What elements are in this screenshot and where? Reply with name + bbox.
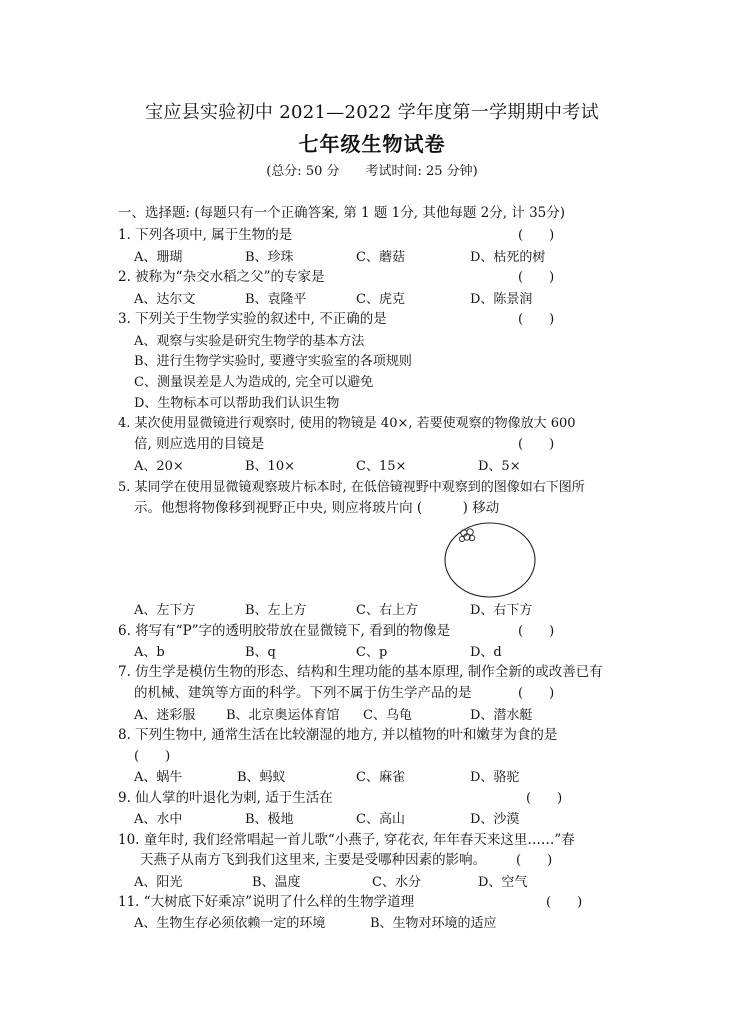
question-10-stem-line1: 10. 童年时, 我们经常唱起一首儿歌“小燕子, 穿花衣, 年年春天来这里……”春	[118, 832, 575, 848]
question-8-stem-line1: 8. 下列生物中, 通常生活在比较潮湿的地方, 并以植物的叶和嫩芽为食的是	[118, 727, 558, 743]
answer-paren-6: ( )	[518, 624, 555, 639]
q5-option-b: B、左上方	[245, 603, 307, 618]
question-4-stem-line2: 倍, 则应选用的目镜是	[134, 436, 265, 452]
q8-option-c: C、麻雀	[356, 770, 405, 785]
answer-paren-11: ( )	[546, 895, 583, 910]
section-heading: 一、选择题: (每题只有一个正确答案, 第 1 题 1分, 其他每题 2分, 计 35分)	[118, 205, 566, 221]
q7-option-b: B、北京奥运体育馆	[226, 708, 340, 723]
answer-paren-7: ( )	[518, 686, 555, 701]
q4-option-a: A、20×	[134, 459, 184, 474]
q5-option-a: A、左下方	[134, 603, 196, 618]
q11-option-b: B、生物对环境的适应	[370, 916, 497, 931]
q7-option-c: C、乌龟	[363, 708, 412, 723]
q11-option-a: A、生物生存必须依赖一定的环境	[134, 916, 326, 931]
q3-option-c: C、测量误差是人为造成的, 完全可以避免	[134, 375, 374, 390]
q6-option-c: C、p	[356, 645, 388, 660]
q2-option-a: A、达尔文	[134, 292, 196, 307]
q1-option-a: A、珊瑚	[134, 250, 183, 265]
question-10-stem-line2: 天燕子从南方飞到我们这里来, 主要是受哪种因素的影响。	[140, 852, 487, 868]
question-9-stem: 9. 仙人掌的叶退化为刺, 适于生活在	[118, 790, 333, 806]
q6-option-d: D、d	[470, 645, 502, 660]
answer-paren-1: ( )	[518, 228, 555, 243]
question-2-stem: 2. 被称为“杂交水稻之父”的专家是	[118, 269, 325, 285]
q4-option-d: D、5×	[478, 459, 521, 474]
q9-option-a: A、水中	[134, 812, 183, 827]
answer-paren-10: ( )	[516, 853, 553, 868]
q10-option-d: D、空气	[478, 875, 528, 890]
q2-option-c: C、虎克	[356, 292, 405, 307]
q4-option-c: C、15×	[356, 459, 407, 474]
cell-dot	[459, 536, 464, 541]
paper-title: 七年级生物试卷	[298, 132, 446, 156]
q9-option-d: D、沙漠	[470, 812, 520, 827]
q10-option-c: C、水分	[372, 875, 421, 890]
q3-option-d: D、生物标本可以帮助我们认识生物	[134, 396, 340, 411]
q1-option-c: C、蘑菇	[356, 250, 405, 265]
q5-option-c: C、右上方	[356, 603, 418, 618]
q2-option-b: B、袁隆平	[245, 292, 307, 307]
q6-option-b: B、q	[245, 645, 276, 660]
q1-option-b: B、珍珠	[245, 250, 294, 265]
microscope-field-svg	[442, 519, 542, 599]
q1-option-d: D、枯死的树	[470, 250, 546, 265]
answer-paren-2: ( )	[518, 270, 555, 285]
q10-option-b: B、温度	[252, 875, 301, 890]
question-3-stem: 3. 下列关于生物学实验的叙述中, 不正确的是	[118, 311, 387, 327]
q3-option-b: B、进行生物学实验时, 要遵守实验室的各项规则	[134, 354, 412, 369]
score-time-info: (总分: 50 分 考试时间: 25 分钟)	[266, 164, 478, 179]
q9-option-c: C、高山	[356, 812, 405, 827]
q5-option-d: D、右下方	[470, 603, 533, 618]
question-5-stem-line1: 5. 某同学在使用显微镜观察玻片标本时, 在低倍镜视野中观察到的图像如右下图所	[118, 480, 585, 495]
q6-option-a: A、b	[134, 645, 165, 660]
question-4-stem-line1: 4. 某次使用显微镜进行观察时, 使用的物镜是 40×, 若要使观察的物像放大 600	[118, 416, 576, 431]
question-5-stem-line2: 示。他想将物像移到视野正中央, 则应将玻片向 ( ) 移动	[134, 500, 500, 516]
question-1-stem: 1. 下列各项中, 属于生物的是	[118, 227, 293, 243]
field-of-view-circle	[445, 523, 535, 597]
q10-option-a: A、阳光	[134, 875, 183, 890]
q8-option-a: A、蜗牛	[134, 770, 183, 785]
q8-option-b: B、蚂蚁	[237, 770, 286, 785]
q4-option-b: B、10×	[245, 459, 295, 474]
question-7-stem-line2: 的机械、建筑等方面的科学。下列不属于仿生学产品的是	[134, 685, 472, 701]
microscope-field-figure	[442, 519, 542, 599]
q7-option-d: D、潜水艇	[470, 708, 533, 723]
answer-paren-3: ( )	[518, 312, 555, 327]
question-7-stem-line1: 7. 仿生学是模仿生物的形态、结构和生理功能的基本原理, 制作全新的或改善已有	[118, 664, 603, 680]
answer-paren-9: ( )	[526, 791, 563, 806]
question-6-stem: 6. 将写有“P”字的透明胶带放在显微镜下, 看到的物像是	[118, 623, 451, 639]
q7-option-a: A、迷彩服	[134, 708, 196, 723]
q9-option-b: B、极地	[245, 812, 294, 827]
exam-header-line: 宝应县实验初中 2021—2022 学年度第一学期期中考试	[145, 102, 599, 123]
q3-option-a: A、观察与实验是研究生物学的基本方法	[134, 334, 365, 349]
q2-option-d: D、陈景润	[470, 292, 533, 307]
question-8-stem-line2: ( )	[134, 749, 171, 764]
answer-paren-4: ( )	[518, 437, 555, 452]
q8-option-d: D、骆驼	[470, 770, 520, 785]
question-11-stem: 11. “大树底下好乘凉”说明了什么样的生物学道理	[118, 894, 415, 910]
